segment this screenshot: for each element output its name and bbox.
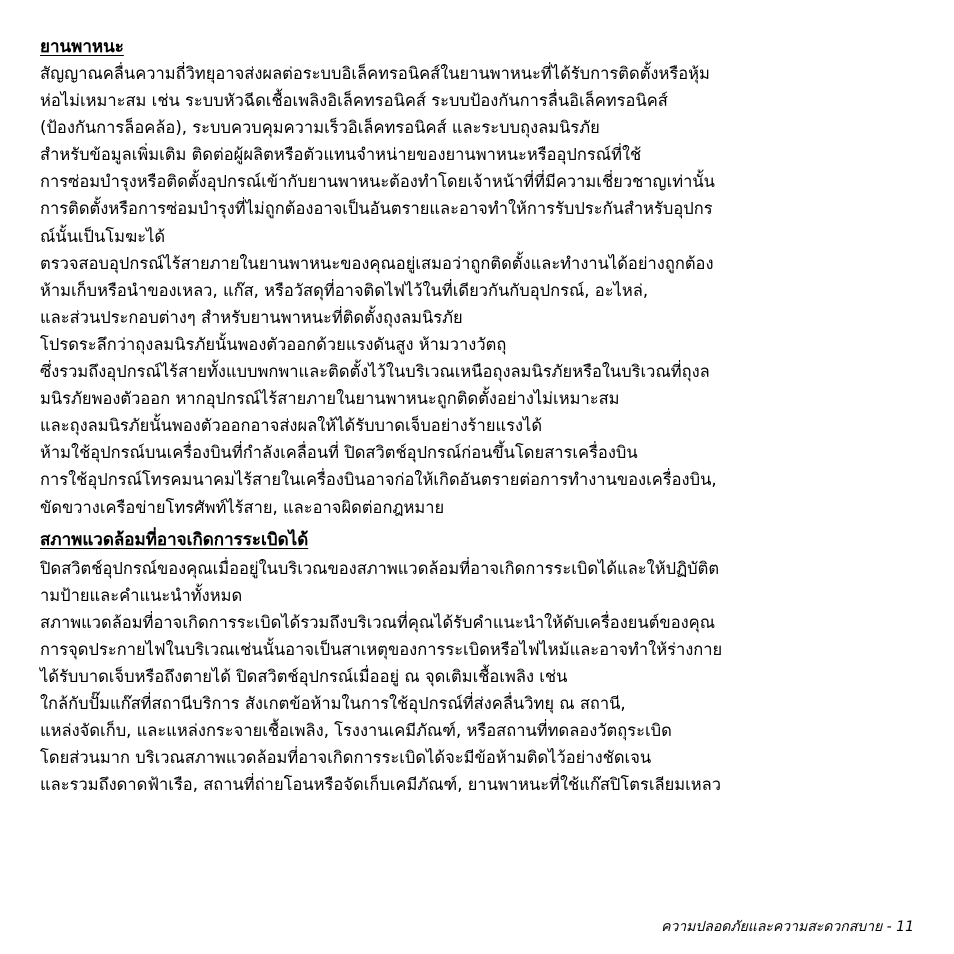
paragraph-line: และรวมถึงดาดฟ้าเรือ, สถานที่ถ่ายโอนหรือจัดเก็บเคมีภัณฑ์, ยานพาหนะที่ใช้แก๊สปิโตรเลียมเหลว (40, 775, 722, 795)
paragraph-line: มนิรภัยพองตัวออก หากอุปกรณ์ไร้สายภายในยานพาหนะถูกติดตั้งอย่างไม่เหมาะสม (40, 389, 620, 409)
paragraph-line: การซ่อมบำรุงหรือติดตั้งอุปกรณ์เข้ากับยานพาหนะต้องทำโดยเจ้าหน้าที่ที่มีความเชี่ยวชาญเท่านั้น (40, 172, 715, 192)
paragraph-line: ห้ามเก็บหรือนำของเหลว, แก๊ส, หรือวัสดุที่อาจติดไฟไว้ในที่เดียวกันกับอุปกรณ์, อะไหล่, (40, 280, 649, 300)
paragraph-line: (ป้องกันการล็อคล้อ), ระบบควบคุมความเร็วอิเล็คทรอนิคส์ และระบบถุงลมนิรภัย (40, 118, 600, 138)
paragraph-line: และส่วนประกอบต่างๆ สำหรับยานพาหนะที่ติดตั้งถุงลมนิรภัย (40, 307, 463, 327)
section-body (40, 555, 920, 799)
paragraph-line: ห้ามใช้อุปกรณ์บนเครื่องบินที่กำลังเคลื่อนที่ ปิดสวิตช์อุปกรณ์ก่อนขึ้นโดยสารเครื่องบิน (40, 443, 638, 463)
paragraph-line: แหล่งจัดเก็บ, และแหล่งกระจายเชื้อเพลิง, โรงงานเคมีภัณฑ์, หรือสถานที่ทดลองวัตถุระเบิด (40, 721, 672, 741)
paragraph-line: สัญญาณคลื่นความถี่วิทยุอาจส่งผลต่อระบบอิเล็คทรอนิคส์ในยานพาหนะที่ได้รับการติดตั้งหรือหุ้ม (40, 64, 710, 83)
paragraph-line: สภาพแวดล้อมที่อาจเกิดการระเบิดได้รวมถึงบริเวณที่คุณได้รับคำแนะนำให้ดับเครื่องยนต์ของคุณ (40, 612, 716, 632)
paragraph-line: โดยส่วนมาก บริเวณสภาพแวดล้อมที่อาจเกิดการระเบิดได้จะมีข้อห้ามติดไว้อย่างชัดเจน (40, 748, 652, 768)
paragraph-line: โปรดระลึกว่าถุงลมนิรภัยนั้นพองตัวออกด้วยแรงดันสูง ห้ามวางวัตถุ (40, 334, 507, 354)
paragraph-line: การติดตั้งหรือการซ่อมบำรุงที่ไม่ถูกต้องอาจเป็นอันตรายและอาจทำให้การรับประกันสำหรับอุปกร (40, 199, 713, 219)
paragraph-line: ซึ่งรวมถึงอุปกรณ์ไร้สายทั้งแบบพกพาและติดตั้งไว้ในบริเวณเหนือถุงลมนิรภัยหรือในบริเวณที่ถุงล (40, 362, 710, 382)
paragraph-line: ใกล้กับปั๊มแก๊สที่สถานีบริการ สังเกตข้อห้ามในการใช้อุปกรณ์ที่ส่งคลื่นวิทยุ ณ สถานี, (40, 694, 626, 714)
paragraph-line: สำหรับข้อมูลเพิ่มเติม ติดต่อผู้ผลิตหรือตัวแทนจำหน่ายของยานพาหนะหรืออุปกรณ์ที่ใช้ (40, 145, 642, 165)
paragraph-line: และถุงลมนิรภัยนั้นพองตัวออกอาจส่งผลให้ได้รับบาดเจ็บอย่างร้ายแรงได้ (40, 416, 543, 436)
document-page (40, 34, 920, 798)
paragraph-line: ามป้ายและคำแนะนำทั้งหมด (40, 585, 243, 605)
paragraph-line: ห่อไม่เหมาะสม เช่น ระบบหัวฉีดเชื้อเพลิงอิเล็คทรอนิคส์ ระบบป้องกันการลื่นอิเล็คทรอนิคส์ (40, 91, 668, 111)
paragraph-line: การจุดประกายไฟในบริเวณเช่นนั้นอาจเป็นสาเหตุของการระเบิดหรือไฟไหม้และอาจทำให้ร่างกาย (40, 639, 723, 659)
section-heading: ยานพาหนะ (40, 37, 124, 57)
section-body (40, 60, 920, 521)
paragraph-line: ขัดขวางเครือข่ายโทรศัพท์ไร้สาย, และอาจผิดต่อกฎหมาย (40, 497, 445, 517)
page-footer: ความปลอดภัยและความสะดวกสบาย - 11 (661, 919, 914, 935)
section-vehicles (40, 34, 920, 521)
paragraph-line: ตรวจสอบอุปกรณ์ไร้สายภายในยานพาหนะของคุณอยู่เสมอว่าถูกติดตั้งและทำงานได้อย่างถูกต้อง (40, 253, 714, 273)
paragraph-line: ได้รับบาดเจ็บหรือถึงตายได้ ปิดสวิตช์อุปกรณ์เมื่ออยู่ ณ จุดเติมเชื้อเพลิง เช่น (40, 666, 568, 686)
section-explosive-environments (40, 527, 920, 799)
paragraph-line: ปิดสวิตช์อุปกรณ์ของคุณเมื่ออยู่ในบริเวณของสภาพแวดล้อมที่อาจเกิดการระเบิดได้และให้ปฏิบัติต (40, 558, 720, 578)
paragraph-line: การใช้อุปกรณ์โทรคมนาคมไร้สายในเครื่องบินอาจก่อให้เกิดอันตรายต่อการทำงานของเครื่องบิน, (40, 470, 717, 490)
section-heading: สภาพแวดล้อมที่อาจเกิดการระเบิดได้ (40, 529, 309, 550)
paragraph-line: ณ์นั้นเป็นโมฆะได้ (40, 226, 166, 246)
